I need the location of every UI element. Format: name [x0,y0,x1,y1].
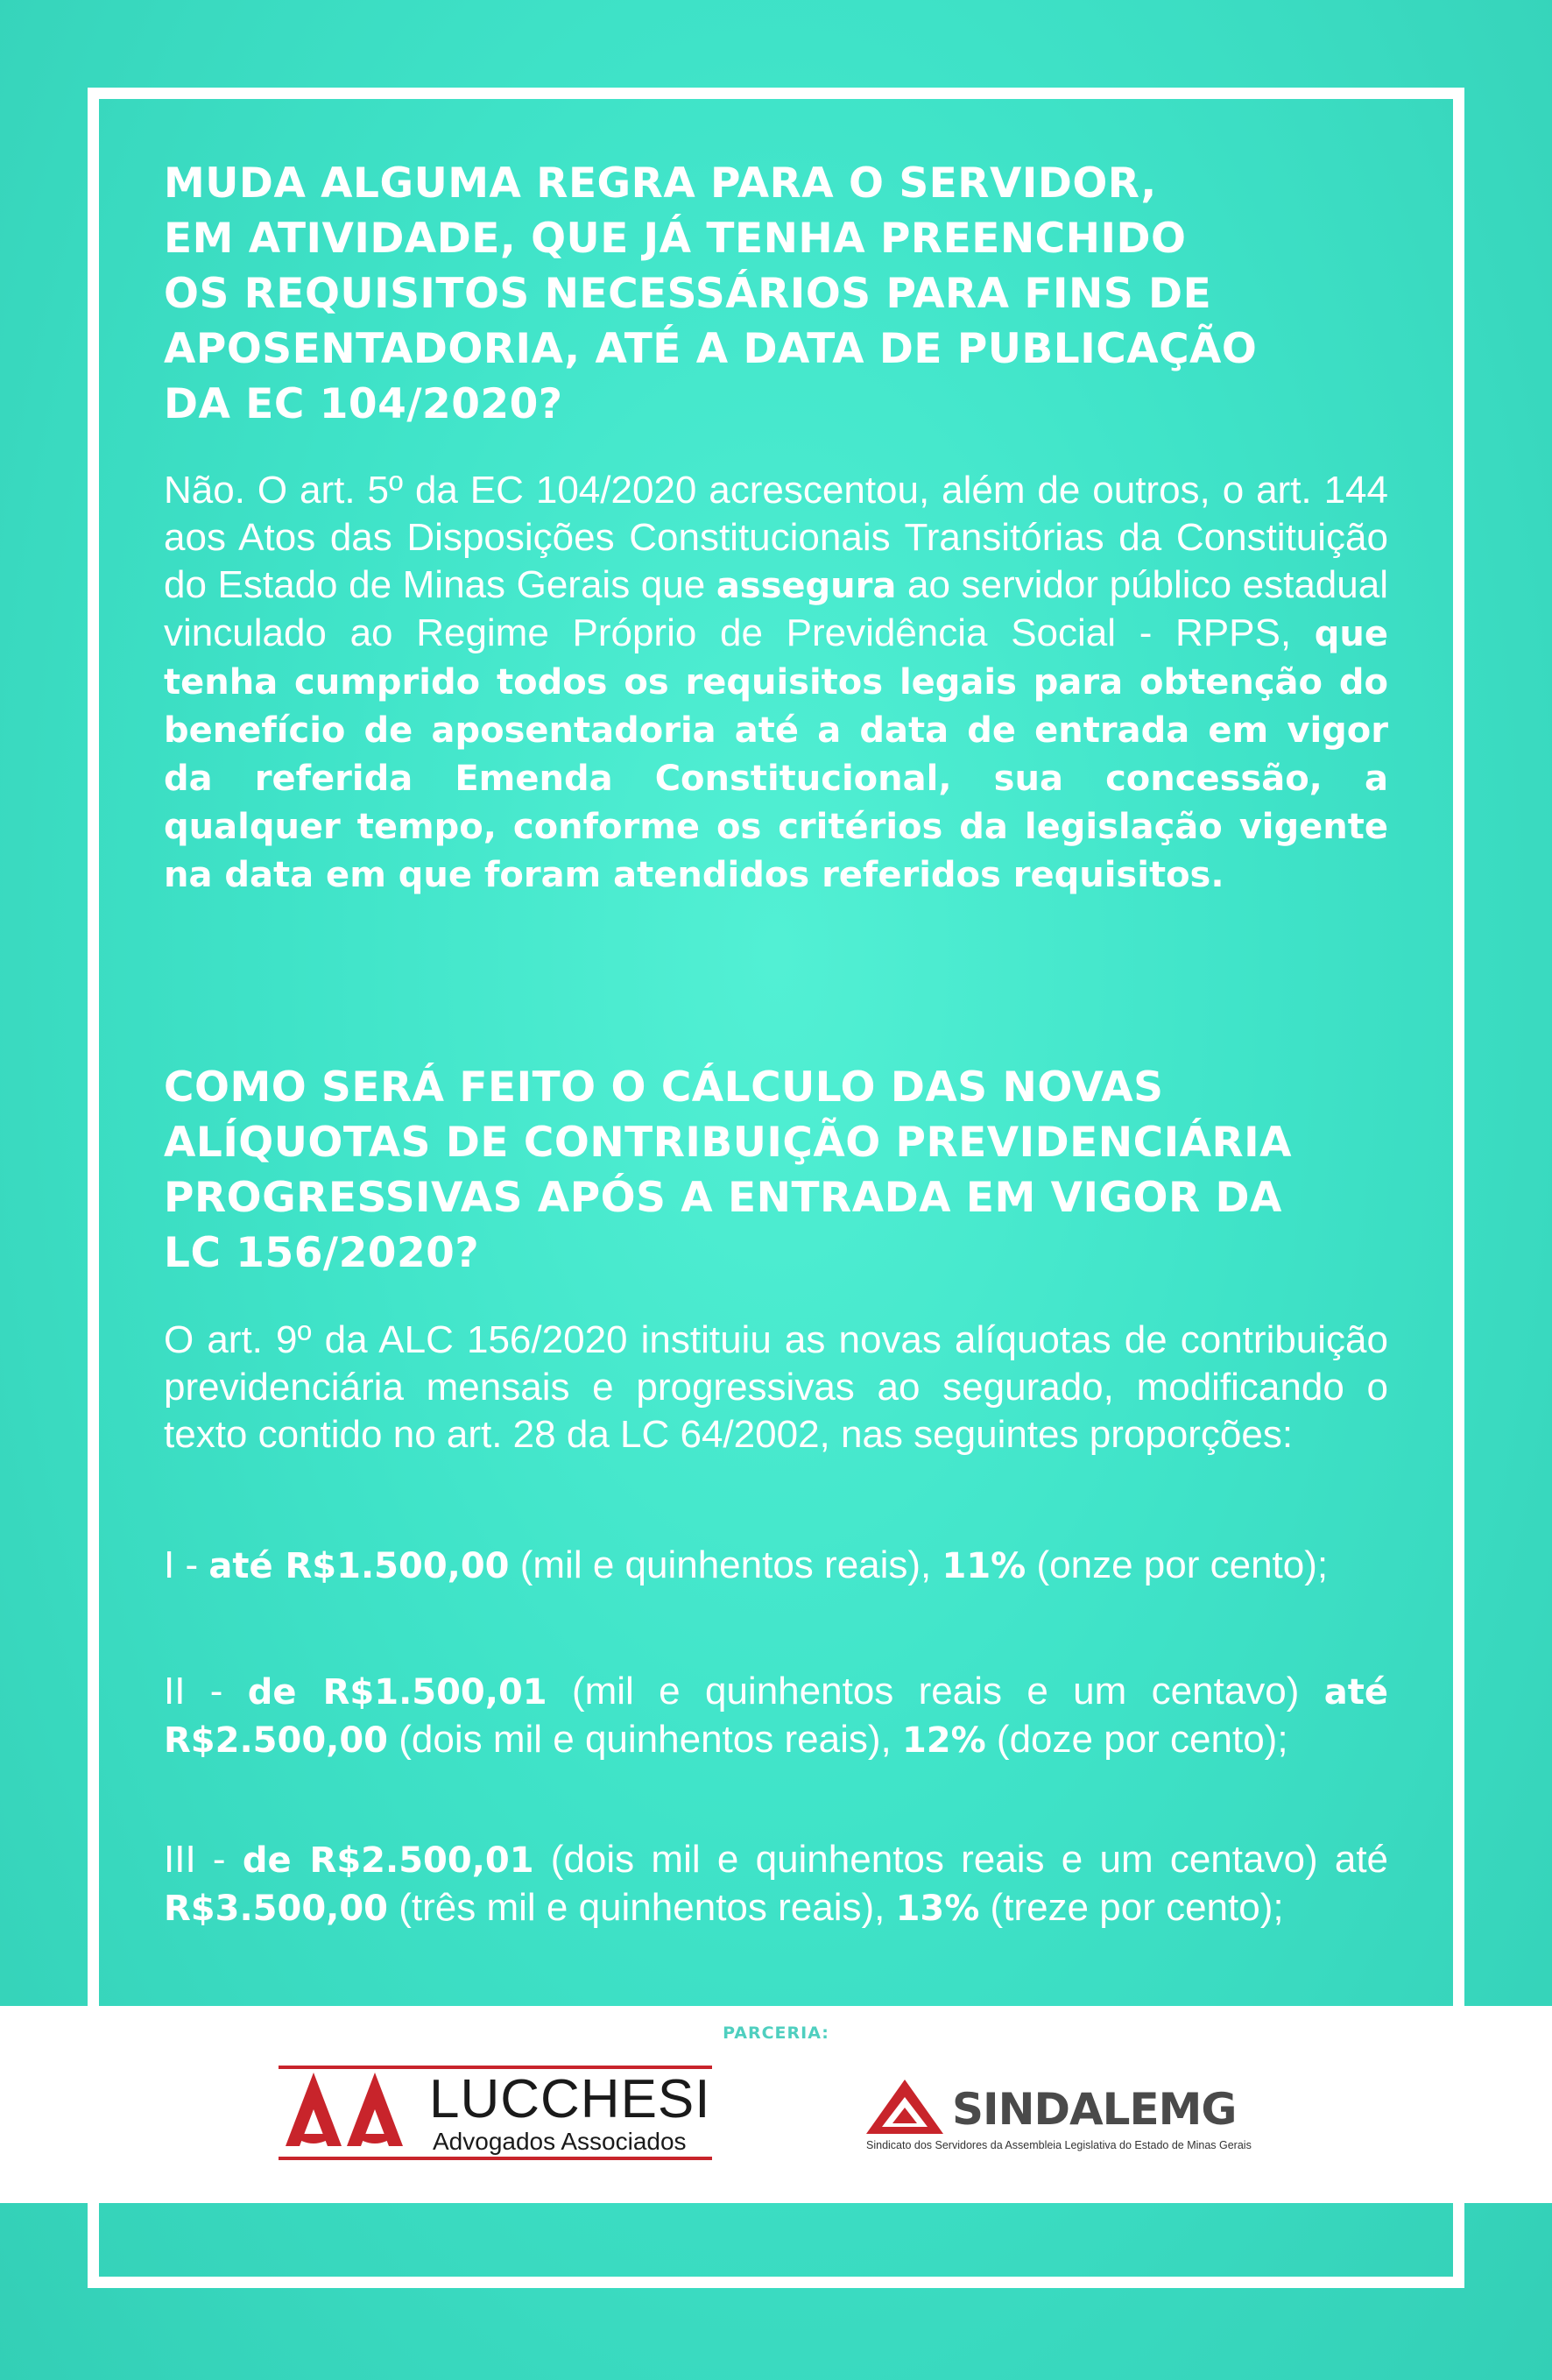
item-text: III - [164,1838,243,1881]
section1-heading-line: MUDA ALGUMA REGRA PARA O SERVIDOR, [164,159,1157,208]
item-text: (mil e quinhentos reais), [509,1543,942,1586]
rate-item [164,1836,1388,1932]
partners-footer [0,2006,1552,2203]
lucchesi-logo [279,2066,716,2164]
section2-heading-line: ALÍQUOTAS DE CONTRIBUIÇÃO PREVIDENCIÁRIA [164,1119,1293,1167]
item-rate: 11% [942,1546,1026,1586]
item-text: (três mil e quinhentos reais), [388,1886,896,1929]
item-text: I - [164,1543,209,1586]
triangle-icon [863,2076,947,2137]
item-emphasis: de R$1.500,01 [247,1672,547,1713]
section1-heading-line: DA EC 104/2020? [164,380,563,428]
item-emphasis: até R$2.500,00 [164,1672,1388,1761]
item-text: (dois mil e quinhentos reais e um centavo) até [533,1838,1389,1881]
section1-heading-line: APOSENTADORIA, ATÉ A DATA DE PUBLICAÇÃO [164,325,1258,373]
item-emphasis: de R$2.500,01 [242,1840,534,1881]
item-text: (onze por cento); [1026,1543,1329,1586]
section2-intro: O art. 9º da ALC 156/2020 instituiu as novas alíquotas de contribuição previdenciária mensais e progressivas ao segurado, modificando o texto contido no art. 28 da LC 64/2002, nas seguintes proporções: [164,1318,1388,1456]
section2-heading-line: LC 156/2020? [164,1229,480,1277]
item-text: (doze por cento); [985,1718,1288,1761]
item-text: (mil e quinhentos reais e um centavo) [547,1670,1324,1713]
item-emphasis: R$3.500,00 [164,1889,389,1929]
rate-item [164,1668,1388,1764]
lucchesi-subtitle: Advogados Associados [433,2128,687,2155]
answer-text: ao servidor público estadual vinculado ao Regime Próprio de Previdência Social - RPPS, [164,563,1388,654]
item-emphasis: até R$1.500,00 [208,1546,510,1586]
rate-item [164,1542,1388,1590]
item-text: II - [164,1670,248,1713]
scales-of-justice-icon [279,2066,419,2164]
section1-heading [164,156,1388,432]
partnership-label: PARCERIA: [723,2023,829,2043]
answer-text: Não. O art. 5º da EC 104/2020 acrescentou, além de outros, o art. 144 aos Atos das Disposições Constitucionais Transitórias da Constituição do Estado de Minas Gerais que [164,469,1388,606]
answer-emphasis: que tenha cumprido todos os requisitos legais para obtenção do benefício de aposentadoria até a data de entrada em vigor da referida Emenda Constitucional, sua concessão, a qualquer tempo, conforme os critérios da legislação vigente na data em que foram atendidos referidos requisitos. [164,614,1388,895]
section1-heading-line: OS REQUISITOS NECESSÁRIOS PARA FINS DE [164,270,1212,318]
item-text: (dois mil e quinhentos reais), [388,1718,902,1761]
lucchesi-name: LUCCHESI [429,2069,711,2129]
item-rate: 12% [901,1720,986,1761]
section1-heading-line: EM ATIVIDADE, QUE JÁ TENHA PREENCHIDO [164,215,1187,263]
item-text: (treze por cento); [979,1886,1284,1929]
section1-answer [164,467,1388,899]
logo-rule [279,2157,712,2160]
sindalemg-subtitle: Sindicato dos Servidores da Assembleia Legislativa do Estado de Minas Gerais [866,2139,1252,2151]
section2-heading [164,1060,1388,1281]
item-rate: 13% [895,1889,980,1929]
section2-heading-line: COMO SERÁ FEITO O CÁLCULO DAS NOVAS [164,1063,1164,1112]
sindalemg-name: SINDALEMG [952,2084,1237,2135]
sindalemg-logo [863,2076,1266,2164]
section2-heading-line: PROGRESSIVAS APÓS A ENTRADA EM VIGOR DA [164,1174,1282,1222]
answer-emphasis: assegura [716,566,897,606]
